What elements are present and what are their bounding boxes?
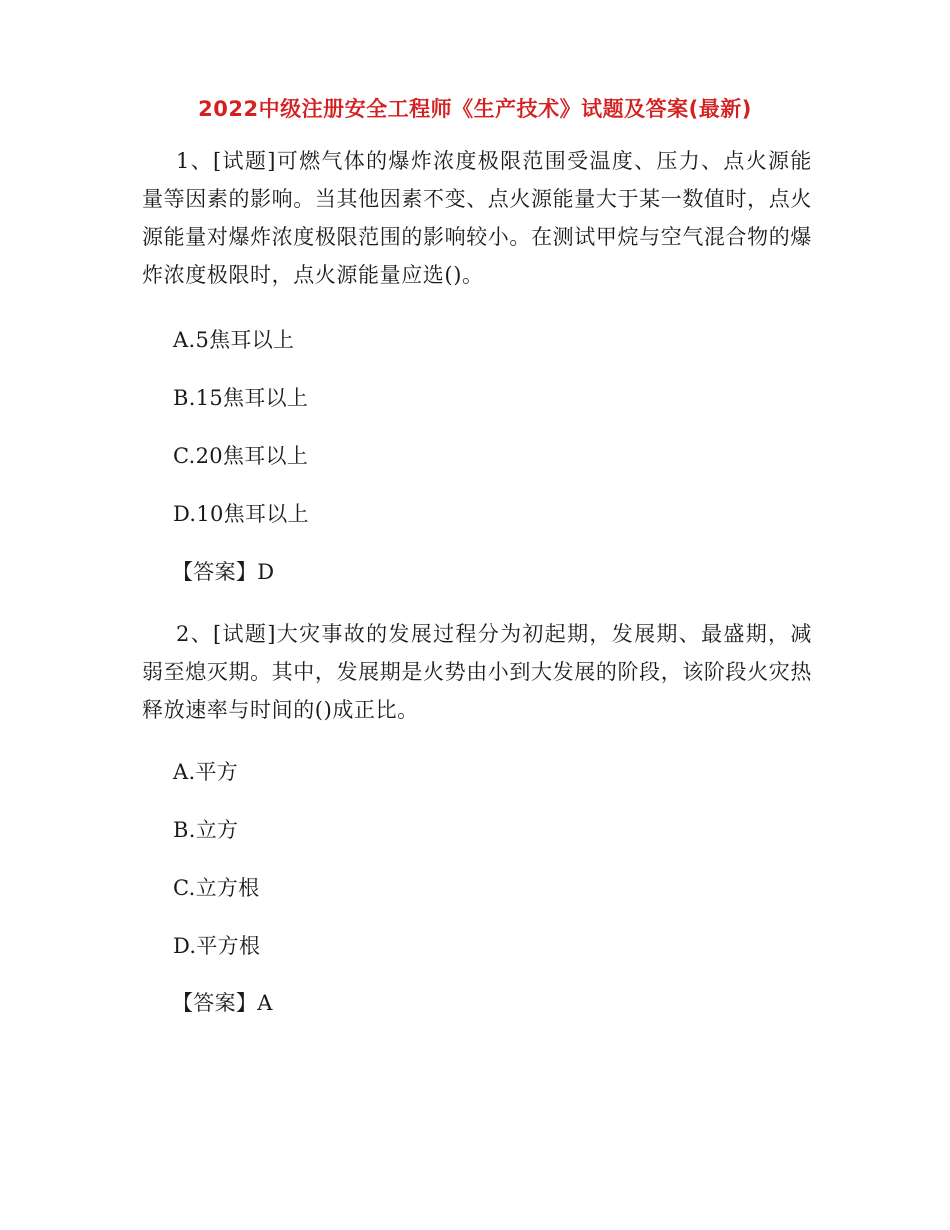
question-1-option-d: D.10焦耳以上 bbox=[173, 502, 309, 526]
question-2-answer: 【答案】A bbox=[172, 991, 273, 1015]
question-1-stem: 1、[试题]可燃气体的爆炸浓度极限范围受温度、压力、点火源能量等因素的影响。当其他因素不变、点火源能量大于某一数值时，点火源能量对爆炸浓度极限范围的影响较小。在测试甲烷与空气混合物的爆炸浓度极限时，点火源能量应选()。 bbox=[142, 149, 812, 287]
question-1-answer: 【答案】D bbox=[172, 560, 275, 584]
question-2-option-c: C.立方根 bbox=[173, 876, 260, 900]
document-title: 2022中级注册安全工程师《生产技术》试题及答案(最新) bbox=[198, 97, 752, 121]
question-1-option-c: C.20焦耳以上 bbox=[173, 444, 309, 468]
question-1-option-b: B.15焦耳以上 bbox=[173, 386, 309, 410]
question-2-option-d: D.平方根 bbox=[173, 934, 261, 958]
question-2-stem: 2、[试题]大灾事故的发展过程分为初起期，发展期、最盛期，减弱至熄灭期。其中，发展期是火势由小到大发展的阶段，该阶段火灾热释放速率与时间的()成正比。 bbox=[142, 622, 812, 722]
question-2-option-a: A.平方 bbox=[173, 760, 239, 784]
question-2-option-b: B.立方 bbox=[173, 818, 239, 842]
question-1-option-a: A.5焦耳以上 bbox=[173, 328, 295, 352]
